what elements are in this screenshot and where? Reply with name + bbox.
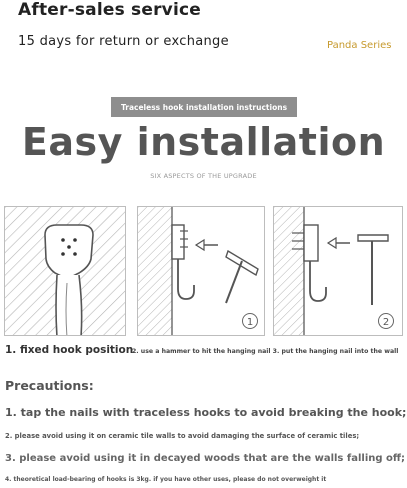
page-title: After-sales service [18,0,201,20]
precaution-item: 2. please avoid using it on ceramic tile walls to avoid damaging the surface of ceramic tiles; [5,432,360,440]
return-policy-text: 15 days for return or exchange [18,34,229,49]
precaution-item: 4. theoretical load-bearing of hooks is 3kg. if you have other uses, please do not overweight it [5,476,327,483]
instructions-pill: Traceless hook installation instructions [111,97,297,117]
headline: Easy installation [21,120,386,164]
caption-fixed-hook: 1. fixed hook position [5,344,134,356]
step-number-one: 1 [246,317,254,328]
step-number-two: 2 [382,317,390,328]
fixed-hook-illustration [4,206,126,336]
hammer-icon [138,207,265,336]
precaution-item: 3. please avoid using it in decayed woods that are the walls falling off; [5,453,405,464]
nail-wall-icon [274,207,403,336]
upgrade-sublabel: SIX ASPECTS OF THE UPGRADE [150,172,257,180]
hammer-nail-illustration [137,206,265,336]
series-label: Panda Series [327,40,392,51]
caption-hammer-steps: 2. use a hammer to hit the hanging nail 3. put the hanging nail into the wall [132,348,399,355]
precautions-title: Precautions: [5,378,94,393]
precaution-item: 1. tap the nails with traceless hooks to avoid breaking the hook; [5,406,407,419]
nail-into-wall-illustration [273,206,403,336]
hook-front-icon [5,207,126,336]
